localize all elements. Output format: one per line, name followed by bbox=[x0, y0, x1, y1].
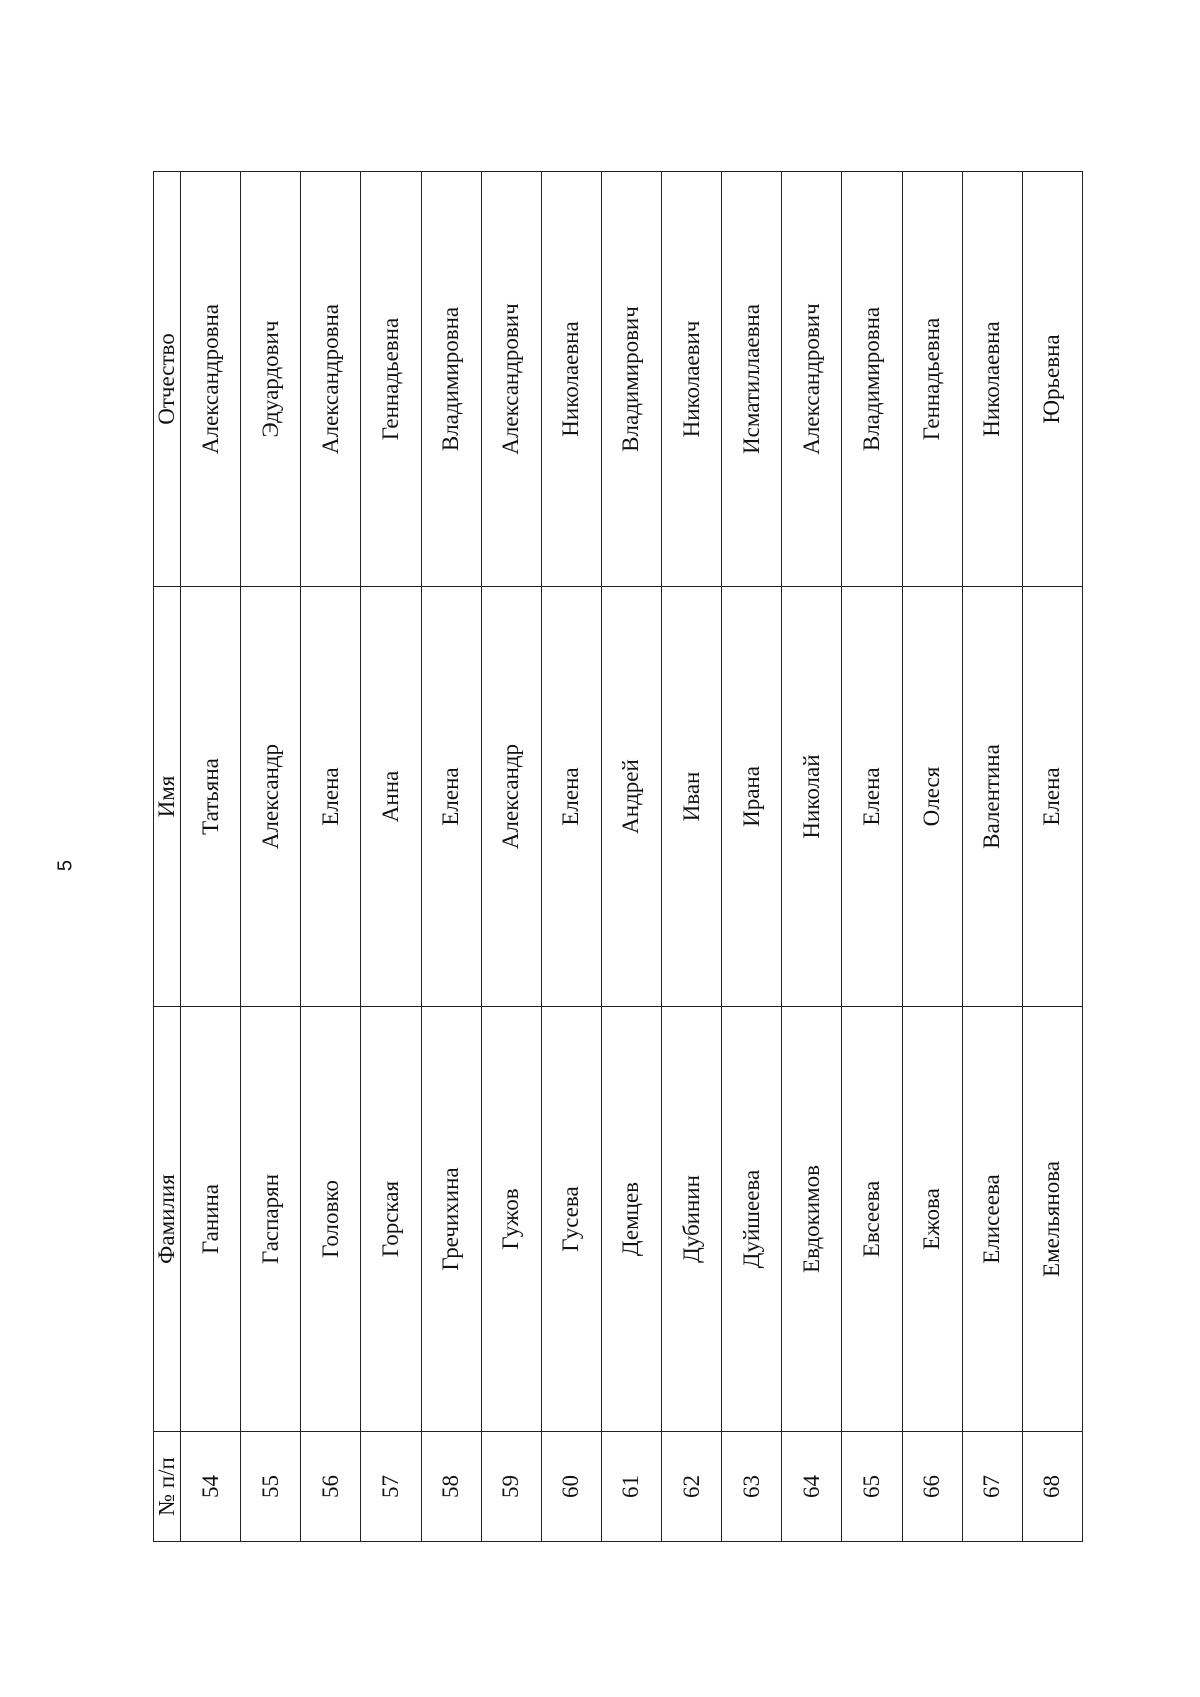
cell-first-name: Николай bbox=[782, 587, 842, 1007]
cell-first-name: Татьяна bbox=[181, 587, 241, 1007]
cell-first-name: Елена bbox=[541, 587, 601, 1007]
cell-patronymic: Исматиллаевна bbox=[722, 172, 782, 587]
cell-number: 60 bbox=[541, 1432, 601, 1542]
cell-last-name: Дуйшеева bbox=[722, 1007, 782, 1432]
cell-number: 62 bbox=[662, 1432, 722, 1542]
header-first-name: Имя bbox=[154, 587, 181, 1007]
cell-patronymic: Геннадьевна bbox=[361, 172, 421, 587]
cell-number: 57 bbox=[361, 1432, 421, 1542]
cell-last-name: Гречихина bbox=[421, 1007, 481, 1432]
table-row bbox=[1022, 172, 1082, 1542]
cell-first-name: Иван bbox=[662, 587, 722, 1007]
cell-last-name: Головко bbox=[301, 1007, 361, 1432]
header-patronymic: Отчество bbox=[154, 172, 181, 587]
table-row bbox=[601, 172, 661, 1542]
cell-patronymic: Эдуардович bbox=[241, 172, 301, 587]
table-row bbox=[241, 172, 301, 1542]
cell-first-name: Олеся bbox=[902, 587, 962, 1007]
cell-first-name: Андрей bbox=[601, 587, 661, 1007]
roster-table bbox=[153, 171, 1083, 1542]
cell-first-name: Валентина bbox=[962, 587, 1022, 1007]
cell-first-name: Александр bbox=[481, 587, 541, 1007]
cell-number: 58 bbox=[421, 1432, 481, 1542]
cell-last-name: Евдокимов bbox=[782, 1007, 842, 1432]
table-row bbox=[481, 172, 541, 1542]
table-header-row bbox=[154, 172, 181, 1542]
table-row bbox=[421, 172, 481, 1542]
cell-last-name: Гаспарян bbox=[241, 1007, 301, 1432]
cell-patronymic: Юрьевна bbox=[1022, 172, 1082, 587]
table-row bbox=[842, 172, 902, 1542]
cell-patronymic: Александровна bbox=[181, 172, 241, 587]
page-number: 5 bbox=[54, 859, 77, 872]
cell-number: 65 bbox=[842, 1432, 902, 1542]
cell-last-name: Демцев bbox=[601, 1007, 661, 1432]
roster-table-container bbox=[153, 172, 1083, 1542]
cell-first-name: Елена bbox=[842, 587, 902, 1007]
table-row bbox=[962, 172, 1022, 1542]
cell-patronymic: Александрович bbox=[782, 172, 842, 587]
cell-patronymic: Геннадьевна bbox=[902, 172, 962, 587]
cell-last-name: Ганина bbox=[181, 1007, 241, 1432]
cell-first-name: Анна bbox=[361, 587, 421, 1007]
table-row bbox=[722, 172, 782, 1542]
cell-number: 68 bbox=[1022, 1432, 1082, 1542]
table-row bbox=[541, 172, 601, 1542]
cell-first-name: Ирана bbox=[722, 587, 782, 1007]
cell-last-name: Гужов bbox=[481, 1007, 541, 1432]
table-row bbox=[361, 172, 421, 1542]
cell-patronymic: Владимирович bbox=[601, 172, 661, 587]
cell-patronymic: Владимировна bbox=[842, 172, 902, 587]
table-row bbox=[181, 172, 241, 1542]
cell-number: 63 bbox=[722, 1432, 782, 1542]
cell-last-name: Дубинин bbox=[662, 1007, 722, 1432]
table-row bbox=[902, 172, 962, 1542]
cell-patronymic: Николаевна bbox=[541, 172, 601, 587]
table-row bbox=[662, 172, 722, 1542]
cell-first-name: Елена bbox=[421, 587, 481, 1007]
cell-number: 61 bbox=[601, 1432, 661, 1542]
cell-first-name: Елена bbox=[301, 587, 361, 1007]
cell-last-name: Емельянова bbox=[1022, 1007, 1082, 1432]
cell-last-name: Гусева bbox=[541, 1007, 601, 1432]
cell-patronymic: Николаевич bbox=[662, 172, 722, 587]
cell-first-name: Елена bbox=[1022, 587, 1082, 1007]
cell-number: 66 bbox=[902, 1432, 962, 1542]
cell-patronymic: Александрович bbox=[481, 172, 541, 587]
cell-patronymic: Владимировна bbox=[421, 172, 481, 587]
cell-number: 64 bbox=[782, 1432, 842, 1542]
cell-last-name: Евсеева bbox=[842, 1007, 902, 1432]
cell-patronymic: Александровна bbox=[301, 172, 361, 587]
cell-number: 54 bbox=[181, 1432, 241, 1542]
cell-number: 56 bbox=[301, 1432, 361, 1542]
cell-last-name: Ежова bbox=[902, 1007, 962, 1432]
cell-patronymic: Николаевна bbox=[962, 172, 1022, 587]
cell-number: 67 bbox=[962, 1432, 1022, 1542]
cell-last-name: Елисеева bbox=[962, 1007, 1022, 1432]
cell-number: 55 bbox=[241, 1432, 301, 1542]
cell-last-name: Горская bbox=[361, 1007, 421, 1432]
cell-first-name: Александр bbox=[241, 587, 301, 1007]
table-row bbox=[301, 172, 361, 1542]
header-number: № п/п bbox=[154, 1432, 181, 1542]
header-last-name: Фамилия bbox=[154, 1007, 181, 1432]
table-row bbox=[782, 172, 842, 1542]
cell-number: 59 bbox=[481, 1432, 541, 1542]
